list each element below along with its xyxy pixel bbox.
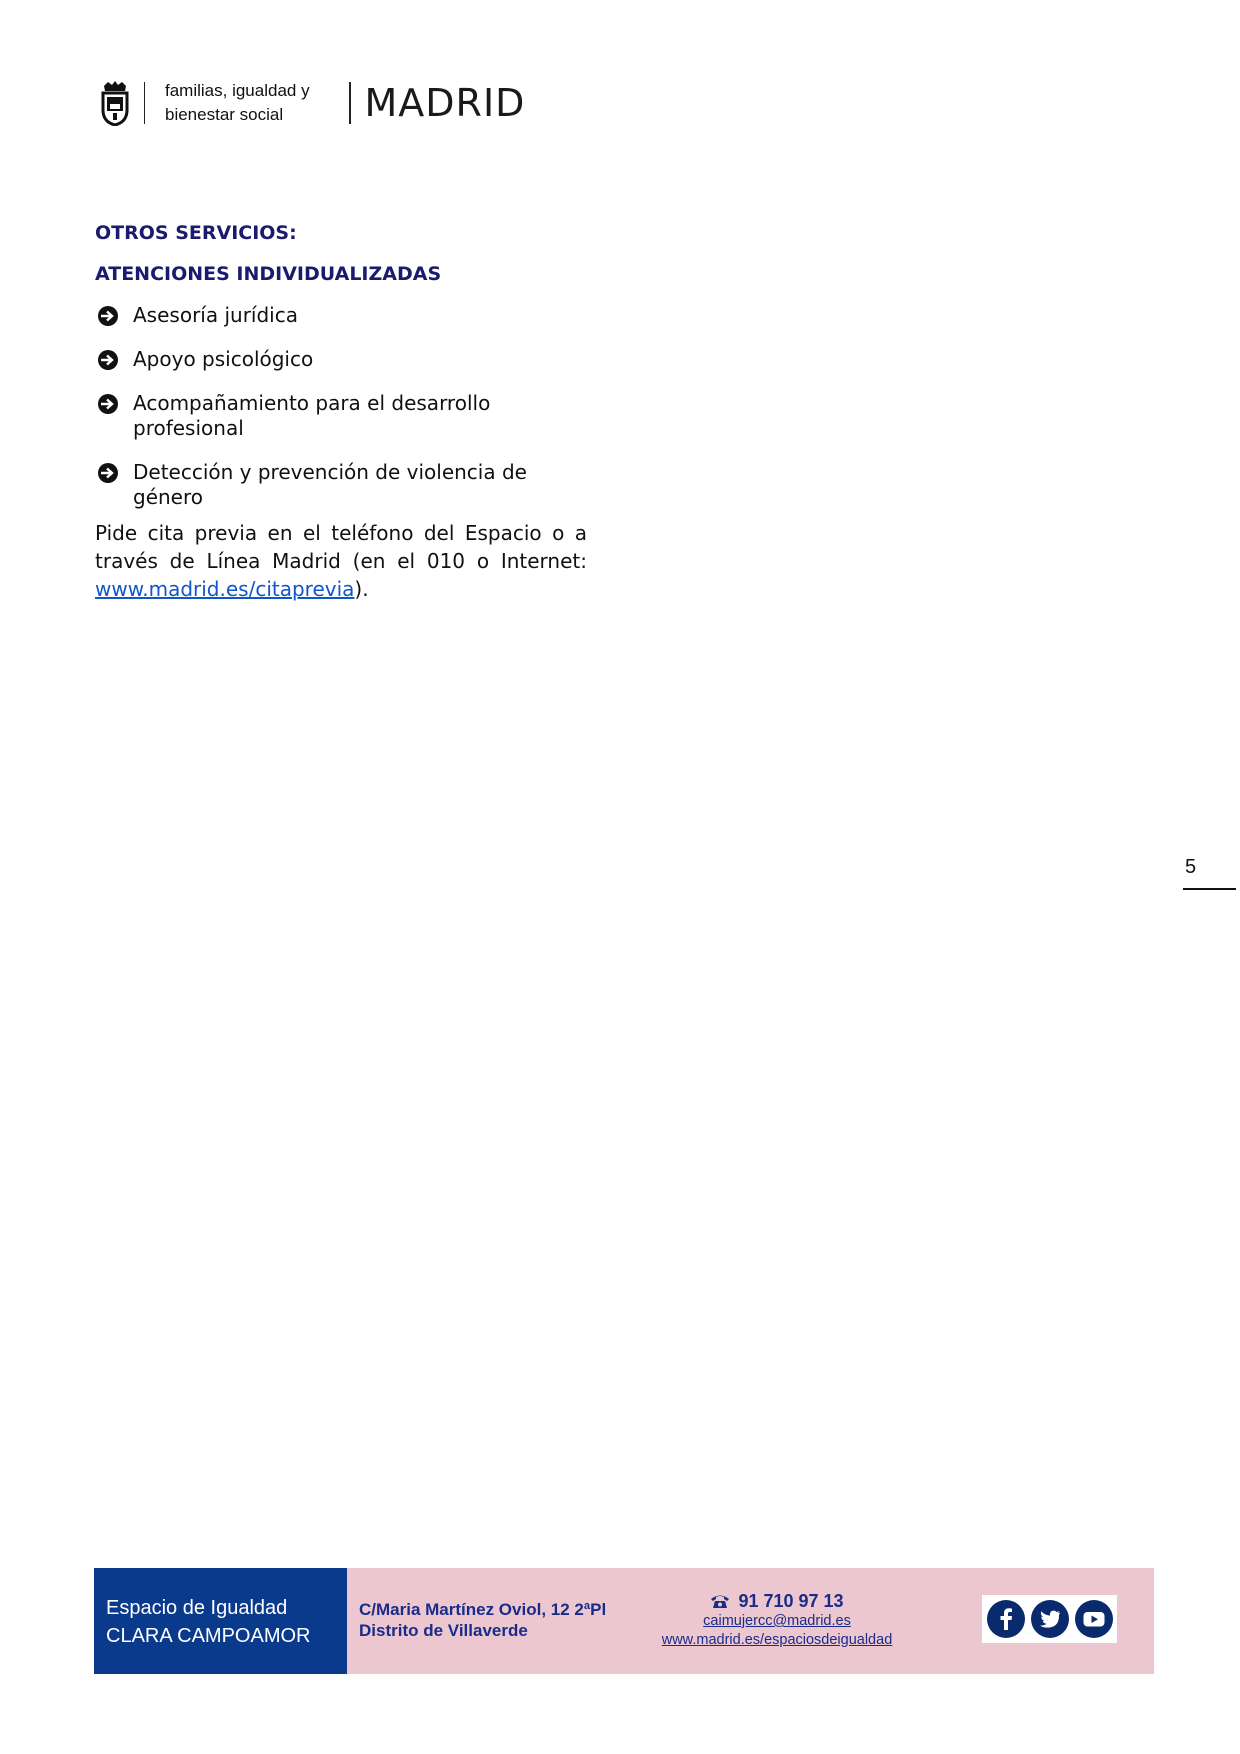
main-content [95,222,587,603]
list-item [95,303,587,328]
footer-org-line1: Espacio de Igualdad [106,1597,288,1619]
list-item-text: Acompañamiento para el desarrollo profesional [133,391,491,440]
footer-phone [642,1590,912,1612]
page-number: 5 [1185,856,1197,878]
list-item-text: Detección y prevención de violencia de género [133,460,527,509]
list-item-text: Asesoría jurídica [133,303,298,327]
paragraph-text: Pide cita previa en el teléfono del Espacio o a través de Línea Madrid (en el 010 o Internet: [95,521,587,573]
facebook-icon[interactable] [986,1599,1026,1639]
services-list [95,303,587,510]
header-divider [349,82,351,124]
footer-address [359,1599,606,1641]
footer-org-block [94,1568,347,1674]
circled-arrow-right-icon [97,349,119,371]
paragraph-text-end: ). [354,577,369,601]
madrid-crest-icon [98,80,132,126]
list-item [95,347,587,372]
footer-email-link[interactable]: caimujercc@madrid.es [703,1613,851,1629]
subsection-title: ATENCIONES INDIVIDUALIZADAS [95,263,442,285]
footer-info-block [347,1568,1154,1674]
circled-arrow-right-icon [97,462,119,484]
footer-contact [642,1590,912,1650]
department-name: familias, igualdad y bienestar social [165,81,310,124]
citaprevia-link[interactable]: www.madrid.es/citaprevia [95,577,355,601]
list-item-text: Apoyo psicológico [133,347,314,371]
footer-website-link[interactable]: www.madrid.es/espaciosdeigualdad [661,1632,893,1648]
phone-number: 91 710 97 13 [738,1591,844,1611]
madrid-wordmark: MADRID [364,81,526,125]
header-divider [144,82,145,124]
twitter-icon[interactable] [1030,1599,1070,1639]
address-line1: C/Maria Martínez Oviol, 12 2ªPl [359,1600,607,1619]
page-header [98,78,525,128]
list-item [95,391,587,441]
list-item [95,460,587,510]
appointment-paragraph [95,519,587,603]
footer-org-line2: CLARA CAMPOAMOR [106,1625,311,1647]
page-footer [94,1568,1154,1674]
circled-arrow-right-icon [97,305,119,327]
circled-arrow-right-icon [97,393,119,415]
address-line2: Distrito de Villaverde [359,1621,528,1640]
page-number-rule [1183,888,1236,890]
telephone-icon [710,1593,730,1609]
youtube-icon[interactable] [1074,1599,1114,1639]
social-icons [982,1595,1117,1643]
section-title: OTROS SERVICIOS: [95,222,297,244]
